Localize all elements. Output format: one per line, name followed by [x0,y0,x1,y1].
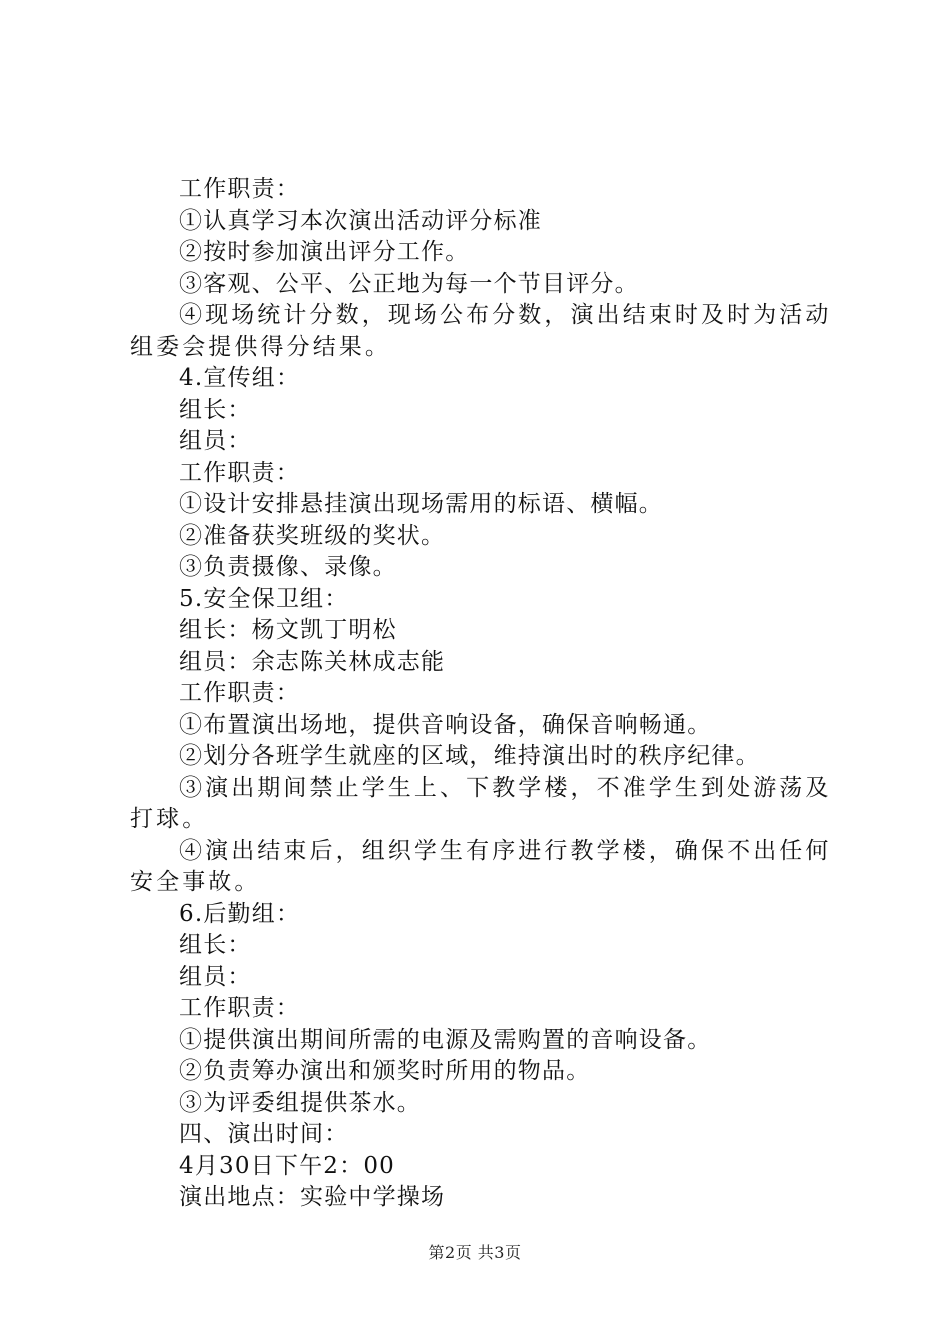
paragraph-wrapped: ④现场统计分数，现场公布分数，演出结束时及时为活动组委会提供得分结果。 [130,302,832,360]
paragraph-line: ③客观、公平、公正地为每一个节目评分。 [179,270,639,297]
paragraph-wrapped: ③演出期间禁止学生上、下教学楼，不准学生到处游荡及打球。 [130,774,832,832]
paragraph-line: 4月30日下午2：00 [179,1152,395,1179]
paragraph-line: 组长：杨文凯丁明松 [179,617,397,643]
section-heading: 四、演出时间： [179,1121,349,1147]
paragraph-line: ②准备获奖班级的奖状。 [179,522,446,549]
paragraph-line: 演出地点：实验中学操场 [179,1184,446,1210]
paragraph-line: 组员： [179,428,252,454]
paragraph-line: 组员：余志陈关林成志能 [179,648,446,675]
paragraph-line: ②按时参加演出评分工作。 [179,239,470,265]
page-number-footer: 第2页 共3页 [428,1243,522,1262]
paragraph-line: 组长： [179,932,252,958]
paragraph-line: ①布置演出场地，提供音响设备，确保音响畅通。 [179,711,712,738]
paragraph-line: 工作职责： [179,176,300,202]
paragraph-line: ③为评委组提供茶水。 [179,1089,421,1116]
paragraph-line: ③负责摄像、录像。 [179,554,397,580]
paragraph-line: ①设计安排悬挂演出现场需用的标语、横幅。 [179,491,663,517]
document-body [130,174,832,1214]
section-heading: 5.安全保卫组： [179,585,349,612]
paragraph-line: 组长： [179,396,252,423]
paragraph-line: 工作职责： [179,995,300,1021]
paragraph-line: 工作职责： [179,459,300,486]
section-heading: 6.后勤组： [179,900,301,927]
paragraph-line: ②负责筹办演出和颁奖时所用的物品。 [179,1058,591,1084]
paragraph-line: 组员： [179,963,252,990]
paragraph-wrapped: ④演出结束后，组织学生有序进行教学楼，确保不出任何安全事故。 [130,837,832,895]
paragraph-line: ②划分各班学生就座的区域，维持演出时的秩序纪律。 [179,743,760,769]
section-heading: 4.宣传组： [179,365,301,391]
paragraph-line: ①提供演出期间所需的电源及需购置的音响设备。 [179,1026,712,1053]
paragraph-line: 工作职责： [179,680,300,706]
paragraph-line: ①认真学习本次演出活动评分标准 [179,207,542,234]
